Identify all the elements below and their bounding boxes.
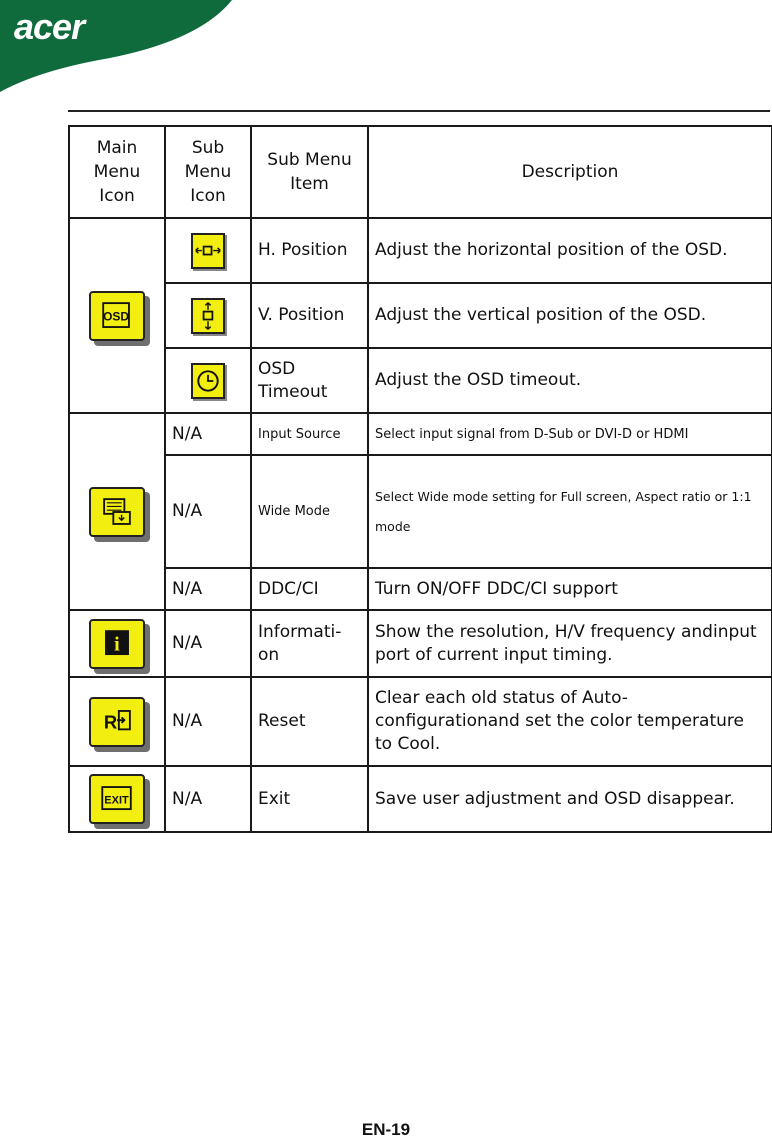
sub-icon-cell: [165, 348, 251, 413]
sub-icon-na: N/A: [165, 610, 251, 677]
description: Show the resolution, H/V frequency andinput port of current input timing.: [368, 610, 772, 677]
description: Adjust the horizontal position of the OSD.: [368, 218, 772, 283]
sub-item: OSD Timeout: [251, 348, 368, 413]
main-icon-cell: [69, 413, 165, 610]
page-number: EN-19: [361, 1120, 411, 1139]
table-row: [69, 413, 772, 455]
header-rule: [68, 110, 770, 112]
h-position-icon: [191, 233, 225, 269]
table-row: [69, 218, 772, 283]
table-row: [69, 568, 772, 610]
sub-item: Exit: [251, 766, 368, 832]
svg-text:R: R: [103, 710, 118, 732]
sub-item: Wide Mode: [251, 455, 368, 568]
sub-icon-na: N/A: [165, 568, 251, 610]
description: Select Wide mode setting for Full screen, Aspect ratio or 1:1 mode: [368, 455, 772, 568]
header-description: Description: [368, 126, 772, 218]
sub-item: V. Position: [251, 283, 368, 348]
main-icon-cell: [69, 610, 165, 677]
table-header-row: [69, 126, 772, 218]
sub-icon-na: N/A: [165, 413, 251, 455]
sub-item: Informati-on: [251, 610, 368, 677]
description: Turn ON/OFF DDC/CI support: [368, 568, 772, 610]
sub-icon-cell: [165, 218, 251, 283]
table-row: [69, 677, 772, 766]
sub-icon-cell: [165, 283, 251, 348]
sub-item: DDC/CI: [251, 568, 368, 610]
input-source-icon: [89, 487, 145, 537]
reset-icon: [89, 697, 145, 747]
description: Adjust the vertical position of the OSD.: [368, 283, 772, 348]
header-main-icon: Main Menu Icon: [69, 126, 165, 218]
table-row: [69, 455, 772, 568]
table-row: [69, 348, 772, 413]
main-icon-cell: [69, 218, 165, 413]
svg-text:i: i: [114, 632, 120, 655]
table-row: [69, 283, 772, 348]
header-sub-icon: Sub Menu Icon: [165, 126, 251, 218]
main-icon-cell: [69, 677, 165, 766]
osd-menu-table: [68, 125, 772, 833]
table-row: [69, 766, 772, 832]
information-icon: [89, 619, 145, 669]
sub-item: Input Source: [251, 413, 368, 455]
sub-icon-na: N/A: [165, 677, 251, 766]
sub-icon-na: N/A: [165, 766, 251, 832]
svg-text:OSD: OSD: [103, 309, 130, 324]
sub-item: Reset: [251, 677, 368, 766]
header-sub-item: Sub Menu Item: [251, 126, 368, 218]
description: Adjust the OSD timeout.: [368, 348, 772, 413]
description: Clear each old status of Auto-configurationand set the color temperature to Cool.: [368, 677, 772, 766]
main-icon-cell: [69, 766, 165, 832]
v-position-icon: [191, 298, 225, 334]
svg-text:EXIT: EXIT: [104, 794, 129, 807]
table-row: [69, 610, 772, 677]
sub-icon-na: N/A: [165, 455, 251, 568]
sub-item: H. Position: [251, 218, 368, 283]
osd-icon: [89, 291, 145, 341]
acer-logo: acer: [14, 6, 85, 47]
clock-icon: [191, 363, 225, 399]
description: Select input signal from D-Sub or DVI-D or HDMI: [368, 413, 772, 455]
description: Save user adjustment and OSD disappear.: [368, 766, 772, 832]
exit-icon: [89, 774, 145, 824]
